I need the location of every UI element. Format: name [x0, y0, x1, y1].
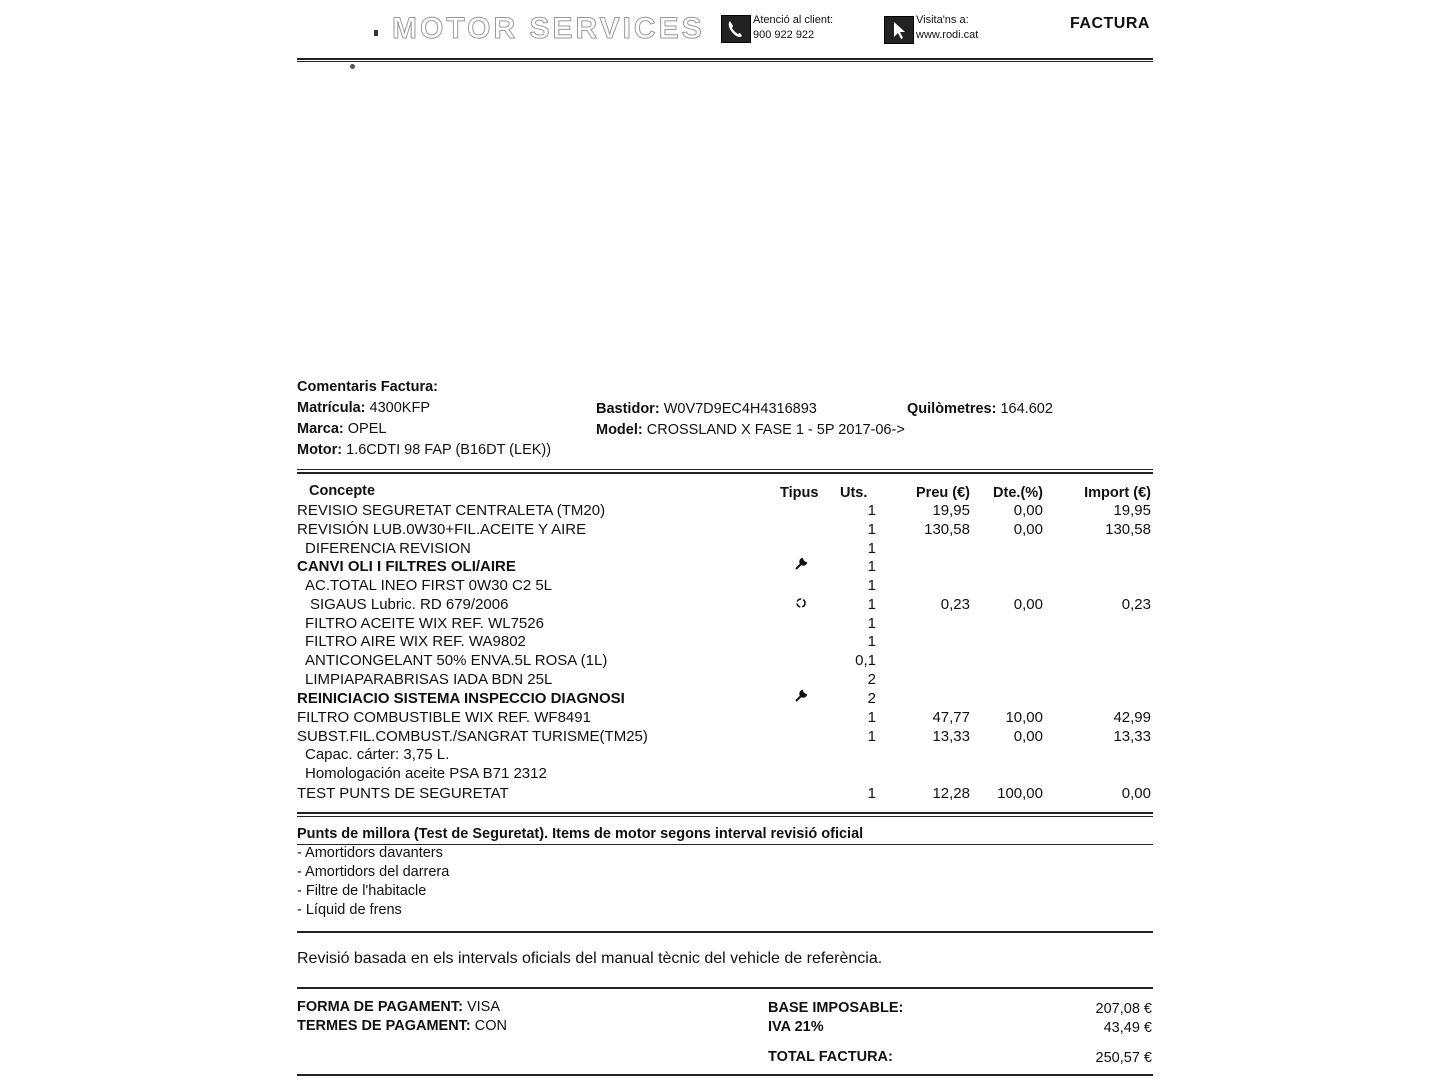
table-row	[0, 670, 1440, 689]
web-label: Visita'ns a:	[916, 14, 969, 26]
col-header-uts: Uts.	[840, 485, 868, 501]
improvements-title: Punts de millora (Test de Seguretat). Items de motor segons interval revisió oficial	[297, 826, 864, 842]
plate-field	[297, 398, 430, 419]
table-row	[0, 764, 1440, 783]
table-bottom-divider	[297, 812, 1153, 814]
cell-preu: 13,33	[932, 728, 970, 745]
payment-method	[297, 999, 500, 1015]
engine-label: Motor:	[297, 442, 343, 458]
web-url[interactable]: www.rodi.cat	[916, 29, 979, 41]
cell-uts: 1	[867, 596, 876, 613]
cell-uts: 1	[867, 502, 876, 519]
table-row	[0, 614, 1440, 633]
table-row	[0, 595, 1440, 614]
cell-uts: 1	[867, 728, 876, 745]
note-divider-bottom	[297, 987, 1153, 989]
cell-import: 13,33	[1113, 728, 1151, 745]
total-value: 250,57 €	[1095, 1050, 1152, 1066]
cell-dte: 0,00	[1013, 596, 1043, 613]
cell-import: 42,99	[1113, 709, 1151, 726]
chassis-label: Bastidor:	[596, 401, 660, 417]
iva-value: 43,49 €	[1103, 1020, 1152, 1036]
model-field	[596, 420, 905, 441]
km-field	[907, 399, 1053, 420]
cell-uts: 1	[867, 540, 876, 557]
cell-concept: Homologación aceite PSA B71 2312	[305, 765, 547, 782]
header-divider	[297, 58, 1153, 60]
contact-label: Atenció al client:	[753, 14, 834, 26]
recycle-icon	[792, 595, 810, 614]
col-header-import: Import (€)	[1084, 485, 1151, 501]
improvement-item: - Filtre de l'habitacle	[297, 883, 427, 899]
brand-field	[297, 419, 386, 440]
chassis-value: W0V7D9EC4H4316893	[663, 401, 817, 417]
cell-uts: 1	[867, 785, 876, 802]
payment-terms	[297, 1018, 507, 1034]
contact-phone: 900 922 922	[753, 29, 815, 41]
col-header-tipus: Tipus	[780, 485, 819, 501]
cursor-icon	[884, 16, 914, 44]
cell-uts: 1	[867, 577, 876, 594]
cell-preu: 19,95	[932, 502, 970, 519]
payment-terms-value: CON	[474, 1018, 508, 1034]
cell-concept: ANTICONGELANT 50% ENVA.5L ROSA (1L)	[305, 652, 608, 669]
km-label: Quilòmetres:	[907, 401, 997, 417]
cell-concept: FILTRO COMBUSTIBLE WIX REF. WF8491	[297, 709, 591, 726]
cell-dte: 0,00	[1013, 502, 1043, 519]
wrench-icon	[792, 557, 810, 576]
phone-icon	[721, 15, 751, 43]
cell-concept: TEST PUNTS DE SEGURETAT	[297, 785, 509, 802]
cell-uts: 2	[867, 690, 876, 707]
cell-preu: 12,28	[932, 785, 970, 802]
payment-terms-label: TERMES DE PAGAMENT:	[297, 1018, 471, 1034]
table-row	[0, 520, 1440, 539]
table-row	[0, 708, 1440, 727]
cell-uts: 0,1	[855, 652, 876, 669]
improvement-item: - Amortidors del darrera	[297, 864, 450, 880]
scan-mark	[350, 64, 355, 69]
cell-import: 130,58	[1105, 521, 1151, 538]
cell-import: 0,23	[1121, 596, 1151, 613]
cell-uts: 1	[867, 558, 876, 575]
document-title: FACTURA	[1070, 15, 1150, 32]
iva-label: IVA 21%	[768, 1019, 824, 1035]
cell-import: 0,00	[1121, 785, 1151, 802]
table-row	[0, 539, 1440, 558]
improvement-item: - Amortidors davanters	[297, 845, 443, 861]
table-row	[0, 651, 1440, 670]
table-top-divider-thin	[297, 469, 1153, 470]
cell-dte: 100,00	[997, 785, 1043, 802]
cell-concept: CANVI OLI I FILTRES OLI/AIRE	[297, 558, 516, 575]
payment-method-value: VISA	[466, 999, 501, 1015]
table-row	[0, 557, 1440, 576]
cell-uts: 1	[867, 521, 876, 538]
cell-concept: REINICIACIO SISTEMA INSPECCIO DIAGNOSI	[297, 690, 625, 707]
cell-dte: 0,00	[1013, 521, 1043, 538]
plate-value: 4300KFP	[369, 400, 430, 416]
header-divider-thin	[297, 61, 1153, 62]
model-label: Model:	[596, 422, 643, 438]
cell-concept: Capac. cárter: 3,75 L.	[305, 746, 450, 763]
total-label: TOTAL FACTURA:	[768, 1049, 893, 1065]
cell-dte: 10,00	[1005, 709, 1043, 726]
cell-uts: 1	[867, 633, 876, 650]
comments-label: Comentaris Factura:	[297, 379, 439, 395]
cell-uts: 2	[867, 671, 876, 688]
table-row	[0, 632, 1440, 651]
note-divider-top	[297, 931, 1153, 933]
wrench-icon	[792, 689, 810, 708]
improvement-item: - Líquid de frens	[297, 902, 402, 918]
cell-concept: LIMPIAPARABRISAS IADA BDN 25L	[305, 671, 553, 688]
table-row	[0, 784, 1440, 803]
logo-mark	[374, 30, 378, 36]
company-logo: MOTOR SERVICES	[392, 12, 705, 45]
col-header-preu: Preu (€)	[916, 485, 970, 501]
cell-dte: 0,00	[1013, 728, 1043, 745]
brand-value: OPEL	[347, 421, 387, 437]
cell-uts: 1	[867, 709, 876, 726]
cell-preu: 0,23	[940, 596, 970, 613]
model-value: CROSSLAND X FASE 1 - 5P 2017-06->	[646, 422, 905, 438]
table-row	[0, 727, 1440, 746]
base-value: 207,08 €	[1095, 1001, 1152, 1017]
cell-concept: FILTRO AIRE WIX REF. WA9802	[305, 633, 526, 650]
brand-label: Marca:	[297, 421, 344, 437]
cell-concept: REVISIÓN LUB.0W30+FIL.ACEITE Y AIRE	[297, 521, 587, 538]
table-top-divider	[297, 472, 1153, 474]
table-bottom-divider-thin	[297, 816, 1153, 817]
footer-divider	[297, 1074, 1153, 1076]
cell-import: 19,95	[1113, 502, 1151, 519]
cell-concept: DIFERENCIA REVISION	[305, 540, 471, 557]
engine-field	[297, 440, 551, 461]
cell-uts: 1	[867, 615, 876, 632]
table-row	[0, 689, 1440, 708]
cell-concept: SUBST.FIL.COMBUST./SANGRAT TURISME(TM25)	[297, 728, 648, 745]
table-row	[0, 576, 1440, 595]
cell-concept: SIGAUS Lubric. RD 679/2006	[310, 596, 509, 613]
table-row	[0, 501, 1440, 520]
col-header-dte: Dte.(%)	[993, 485, 1043, 501]
col-header-concept: Concepte	[309, 483, 376, 499]
cell-concept: AC.TOTAL INEO FIRST 0W30 C2 5L	[305, 577, 553, 594]
cell-concept: REVISIO SEGURETAT CENTRALETA (TM20)	[297, 502, 606, 519]
chassis-field	[596, 399, 817, 420]
base-label: BASE IMPOSABLE:	[768, 1000, 904, 1016]
cell-preu: 130,58	[924, 521, 970, 538]
revision-note: Revisió basada en els intervals oficials del manual tècnic del vehicle de referència.	[297, 950, 883, 967]
plate-label: Matrícula:	[297, 400, 366, 416]
table-row	[0, 745, 1440, 764]
km-value: 164.602	[1000, 401, 1053, 417]
cell-concept: FILTRO ACEITE WIX REF. WL7526	[305, 615, 544, 632]
engine-value: 1.6CDTI 98 FAP (B16DT (LEK))	[346, 442, 552, 458]
cell-preu: 47,77	[932, 709, 970, 726]
payment-method-label: FORMA DE PAGAMENT:	[297, 999, 463, 1015]
